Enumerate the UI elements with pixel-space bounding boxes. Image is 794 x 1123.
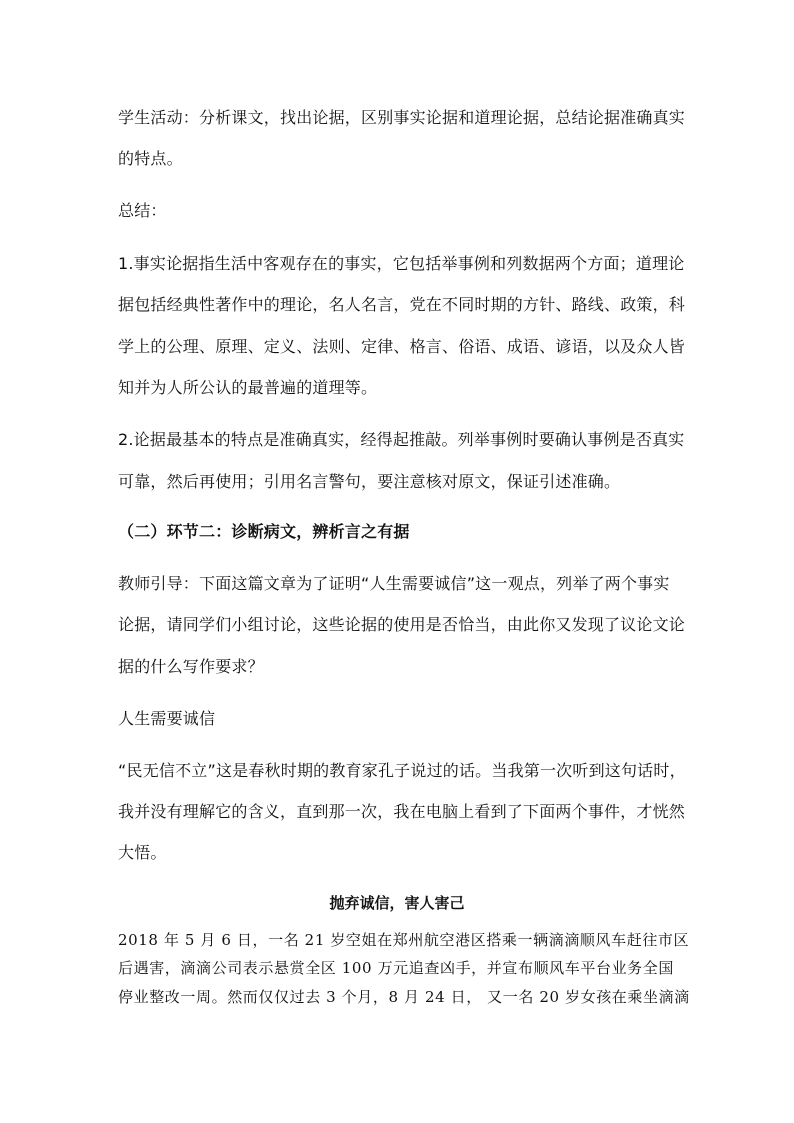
- essay-title: 人生需要诚信: [118, 709, 216, 728]
- teacher-guide-line-3: 据的什么写作要求？: [118, 657, 264, 676]
- teacher-guide-line-2: 论据，请同学们小组讨论，这些论据的使用是否恰当，由此你又发现了议论文论: [118, 615, 686, 634]
- point-1-line-1: 1.事实论据指生活中客观存在的事实，它包括举事例和列数据两个方面；道理论: [118, 254, 685, 273]
- article-title: 抛弃诚信，害人害己: [329, 894, 465, 912]
- teacher-guide-line-1: 教师引导：下面这篇文章为了证明“人生需要诚信”这一观点，列举了两个事实: [118, 574, 670, 593]
- point-1-line-4: 知并为人所公认的最普遍的道理等。: [118, 378, 378, 397]
- point-2-line-2: 可靠，然后再使用；引用名言警句，要注意核对原文，保证引述准确。: [118, 472, 621, 491]
- point-1-line-3: 学上的公理、原理、定义、法则、定律、格言、俗语、成语、谚语，以及众人皆: [118, 337, 686, 356]
- article-line-1: 2018 年 5 月 6 日，一名 21 岁空姐在郑州航空港区搭乘一辆滴滴顺风车赶往市区: [118, 931, 690, 949]
- essay-line-2: 我并没有理解它的含义，直到那一次，我在电脑上看到了下面两个事件，才恍然: [118, 802, 686, 821]
- essay-line-3: 大悟。: [118, 843, 167, 862]
- summary-label: 总结：: [118, 201, 167, 220]
- point-2-line-1: 2.论据最基本的特点是准确真实，经得起推敲。列举事例时要确认事例是否真实: [118, 430, 685, 449]
- student-activity-line-2: 的特点。: [118, 149, 183, 168]
- essay-line-1: “民无信不立”这是春秋时期的教育家孔子说过的话。当我第一次听到这句话时，: [118, 761, 686, 780]
- point-1-line-2: 据包括经典性著作中的理论，名人名言，党在不同时期的方针、路线、政策，科: [118, 295, 686, 314]
- section-heading: （二）环节二：诊断病文，辨析言之有据: [118, 522, 410, 541]
- article-line-3: 停业整改一周。然而仅仅过去 3 个月，8 月 24 日， 又一名 20 岁女孩在乘坐滴滴: [118, 988, 690, 1006]
- student-activity-line-1: 学生活动：分析课文，找出论据，区别事实论据和道理论据，总结论据准确真实: [118, 108, 686, 127]
- article-line-2: 后遇害，滴滴公司表示悬赏全区 100 万元追查凶手，并宣布顺风车平台业务全国: [118, 959, 674, 977]
